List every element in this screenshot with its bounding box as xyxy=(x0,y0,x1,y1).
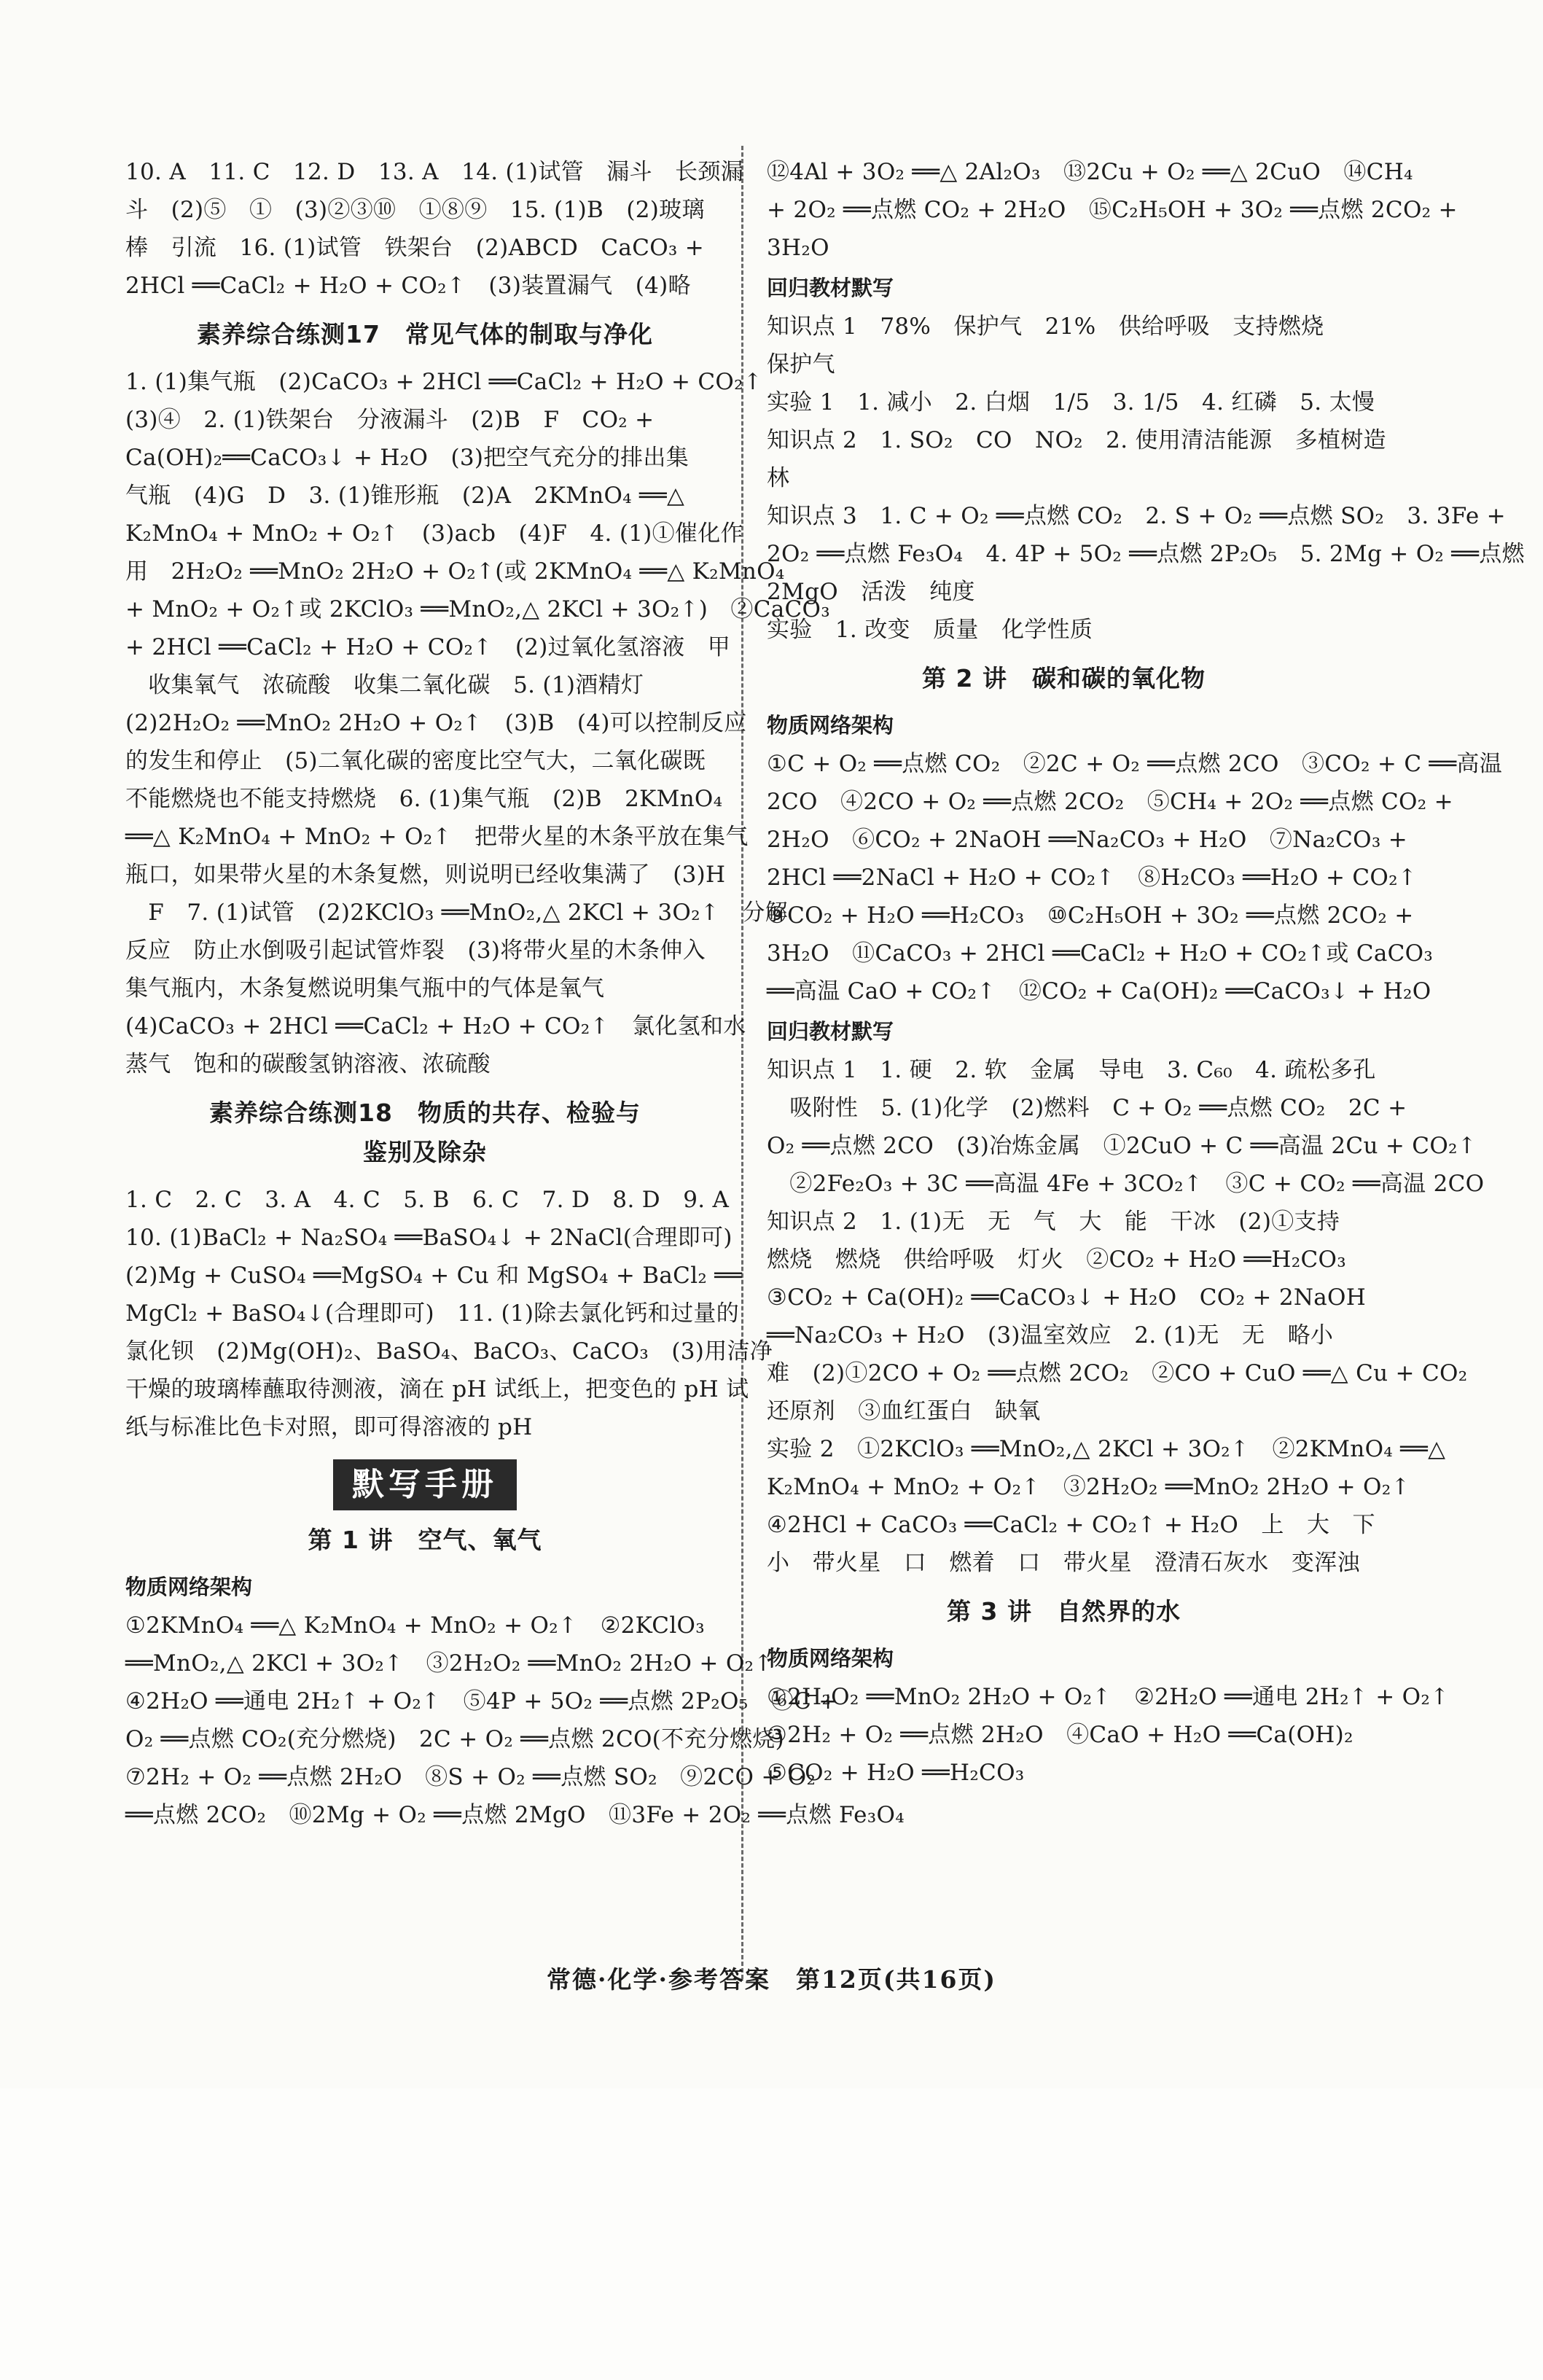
review-title-1: 回归教材默写 xyxy=(767,276,894,300)
answer-line: 2MgO 活泼 纯度 xyxy=(767,579,975,605)
section-18-block xyxy=(125,1181,773,1446)
answer-line: 知识点 3 1. C + O₂ ══点燃 CO₂ 2. S + O₂ ══点燃 SO₂ 3. 3Fe + xyxy=(767,503,1506,529)
answer-line: 10. (1)BaCl₂ + Na₂SO₄ ══BaSO₄↓ + 2NaCl(合理即可) xyxy=(125,1225,733,1251)
answer-line: 纸与标准比色卡对照，即可得溶液的 pH xyxy=(125,1414,533,1440)
answer-line: ①2H₂O₂ ══MnO₂ 2H₂O + O₂↑ ②2H₂O ══通电 2H₂↑ + O₂↑ xyxy=(767,1684,1450,1710)
answer-line: ①2KMnO₄ ══△ K₂MnO₄ + MnO₂ + O₂↑ ②2KClO₃ xyxy=(125,1612,705,1639)
answer-line: + 2O₂ ══点燃 CO₂ + 2H₂O ⑮C₂H₅OH + 3O₂ ══点燃 2CO₂ + xyxy=(767,197,1458,223)
answer-line: 2CO ④2CO + O₂ ══点燃 2CO₂ ⑤CH₄ + 2O₂ ══点燃 CO₂ + xyxy=(767,789,1453,815)
page-footer: 常德·化学·参考答案 第12页(共16页) xyxy=(546,1965,997,1994)
lecture-3-title: 第 3 讲 自然界的水 xyxy=(947,1597,1181,1626)
answer-line: 难 (2)①2CO + O₂ ══点燃 2CO₂ ②CO + CuO ══△ Cu + CO₂ xyxy=(767,1360,1468,1386)
answer-line: 2O₂ ══点燃 Fe₃O₄ 4. 4P + 5O₂ ══点燃 2P₂O₅ 5. 2Mg + O₂ ══点燃 xyxy=(767,541,1525,567)
answer-line: 还原剂 ③血红蛋白 缺氧 xyxy=(767,1398,1041,1424)
answer-line: ⑫4Al + 3O₂ ══△ 2Al₂O₃ ⑬2Cu + O₂ ══△ 2CuO ⑭CH₄ xyxy=(767,159,1413,185)
answer-line: 2HCl ══CaCl₂ + H₂O + CO₂↑ (3)装置漏气 (4)略 xyxy=(125,273,691,299)
right-top-block xyxy=(767,153,1458,267)
section-17-title: 素养综合练测17 常见气体的制取与净化 xyxy=(197,320,653,348)
answer-line: Ca(OH)₂══CaCO₃↓ + H₂O (3)把空气充分的排出集 xyxy=(125,445,689,471)
lecture-2-block xyxy=(767,745,1503,1010)
answer-line: ④2HCl + CaCO₃ ══CaCl₂ + CO₂↑ + H₂O 上 大 下 xyxy=(767,1512,1375,1538)
answer-line: ④2H₂O ══通电 2H₂↑ + O₂↑ ⑤4P + 5O₂ ══点燃 2P₂O₅ ⑥C + xyxy=(125,1688,838,1714)
answer-line: 林 xyxy=(767,465,790,491)
answers-top-block xyxy=(125,153,744,305)
answer-line: 吸附性 5. (1)化学 (2)燃料 C + O₂ ══点燃 CO₂ 2C + xyxy=(767,1095,1407,1121)
review-block-1 xyxy=(767,308,1525,649)
lecture-2-title: 第 2 讲 碳和碳的氧化物 xyxy=(922,664,1206,692)
answer-line: + 2HCl ══CaCl₂ + H₂O + CO₂↑ (2)过氧化氢溶液 甲 xyxy=(125,634,731,660)
manual-banner-wrap xyxy=(125,1459,724,1510)
answer-line: 干燥的玻璃棒蘸取待测液，滴在 pH 试纸上，把变色的 pH 试 xyxy=(125,1376,749,1402)
answer-line: (2)Mg + CuSO₄ ══MgSO₄ + Cu 和 MgSO₄ + BaCl₂ ══ xyxy=(125,1263,743,1289)
answer-line: 实验 1 1. 减小 2. 白烟 1/5 3. 1/5 4. 红磷 5. 太慢 xyxy=(767,389,1375,415)
answer-line: MgCl₂ + BaSO₄↓(合理即可) 11. (1)除去氯化钙和过量的 xyxy=(125,1300,739,1327)
answer-line: 不能燃烧也不能支持燃烧 6. (1)集气瓶 (2)B 2KMnO₄ xyxy=(125,786,723,812)
answer-line: ⑤CO₂ + H₂O ══H₂CO₃ xyxy=(767,1760,1025,1786)
answer-line: K₂MnO₄ + MnO₂ + O₂↑ ③2H₂O₂ ══MnO₂ 2H₂O + O₂↑ xyxy=(767,1474,1410,1500)
manual-banner: 默写手册 xyxy=(333,1459,517,1510)
answer-line: 10. A 11. C 12. D 13. A 14. (1)试管 漏斗 长颈漏 xyxy=(125,159,744,185)
answer-line: K₂MnO₄ + MnO₂ + O₂↑ (3)acb (4)F 4. (1)①催化作 xyxy=(125,520,743,547)
answer-line: (3)④ 2. (1)铁架台 分液漏斗 (2)B F CO₂ + xyxy=(125,407,655,433)
answer-line: 气瓶 (4)G D 3. (1)锥形瓶 (2)A 2KMnO₄ ══△ xyxy=(125,483,685,509)
answer-line: (2)2H₂O₂ ══MnO₂ 2H₂O + O₂↑ (3)B (4)可以控制反应 xyxy=(125,710,747,736)
answer-line: 知识点 2 1. SO₂ CO NO₂ 2. 使用清洁能源 多植树造 xyxy=(767,427,1386,453)
section-18-title-cont: 鉴别及除杂 xyxy=(363,1138,487,1166)
answer-line: 瓶口，如果带火星的木条复燃，则说明已经收集满了 (3)H xyxy=(125,862,726,888)
lecture-1-subtitle: 物质网络架构 xyxy=(125,1575,253,1599)
answer-line: F 7. (1)试管 (2)2KClO₃ ══MnO₂,△ 2KCl + 3O₂↑ 分解 xyxy=(125,900,788,926)
answer-line: 用 2H₂O₂ ══MnO₂ 2H₂O + O₂↑(或 2KMnO₄ ══△ K₂MnO₄ xyxy=(125,558,785,585)
lecture-2-subtitle: 物质网络架构 xyxy=(767,713,894,738)
lecture-3-subtitle: 物质网络架构 xyxy=(767,1646,894,1671)
right-column xyxy=(767,153,1525,1792)
answer-line: 3H₂O xyxy=(767,235,829,261)
answer-line: 小 带火星 口 燃着 口 带火星 澄清石灰水 变浑浊 xyxy=(767,1550,1360,1576)
answer-line: 反应 防止水倒吸引起试管炸裂 (3)将带火星的木条伸入 xyxy=(125,937,706,964)
lecture-3-block xyxy=(767,1678,1450,1792)
answer-line: 1. (1)集气瓶 (2)CaCO₃ + 2HCl ══CaCl₂ + H₂O + CO₂↑ xyxy=(125,369,763,395)
answer-line: 2H₂O ⑥CO₂ + 2NaOH ══Na₂CO₃ + H₂O ⑦Na₂CO₃ + xyxy=(767,827,1407,853)
answer-line: ③CO₂ + Ca(OH)₂ ══CaCO₃↓ + H₂O CO₂ + 2NaOH xyxy=(767,1284,1367,1311)
answer-line: 棒 引流 16. (1)试管 铁架台 (2)ABCD CaCO₃ + xyxy=(125,235,705,261)
answer-line: ══高温 CaO + CO₂↑ ⑫CO₂ + Ca(OH)₂ ══CaCO₃↓ + H₂O xyxy=(767,978,1431,1004)
page-bottom-margin xyxy=(0,2088,1543,2380)
answer-line: O₂ ══点燃 2CO (3)冶炼金属 ①2CuO + C ══高温 2Cu + CO₂↑ xyxy=(767,1133,1477,1159)
answer-line: ⑨CO₂ + H₂O ══H₂CO₃ ⑩C₂H₅OH + 3O₂ ══点燃 2CO₂ + xyxy=(767,902,1414,929)
answer-line: 实验 2 ①2KClO₃ ══MnO₂,△ 2KCl + 3O₂↑ ②2KMnO₄ ══△ xyxy=(767,1436,1446,1462)
answer-line: ②2Fe₂O₃ + 3C ══高温 4Fe + 3CO₂↑ ③C + CO₂ ══高温 2CO xyxy=(767,1171,1485,1197)
answer-line: ══点燃 2CO₂ ⑩2Mg + O₂ ══点燃 2MgO ⑪3Fe + 2O₂ ══点燃 Fe₃O₄ xyxy=(125,1802,905,1828)
answer-line: ③2H₂ + O₂ ══点燃 2H₂O ④CaO + H₂O ══Ca(OH)₂ xyxy=(767,1722,1353,1748)
answer-line: 斗 (2)⑤ ① (3)②③⑩ ①⑧⑨ 15. (1)B (2)玻璃 xyxy=(125,197,705,223)
answer-line: ══MnO₂,△ 2KCl + 3O₂↑ ③2H₂O₂ ══MnO₂ 2H₂O + O₂↑ xyxy=(125,1650,773,1677)
answer-line: 集气瓶内，木条复燃说明集气瓶中的气体是氧气 xyxy=(125,975,605,1002)
answer-line: 2HCl ══2NaCl + H₂O + CO₂↑ ⑧H₂CO₃ ══H₂O + CO₂↑ xyxy=(767,865,1418,891)
answer-line: 知识点 1 78% 保护气 21% 供给呼吸 支持燃烧 xyxy=(767,313,1324,340)
answer-line: ══△ K₂MnO₄ + MnO₂ + O₂↑ 把带火星的木条平放在集气 xyxy=(125,824,749,850)
answer-line: 3H₂O ⑪CaCO₃ + 2HCl ══CaCl₂ + H₂O + CO₂↑或 CaCO₃ xyxy=(767,940,1434,967)
answer-line: (4)CaCO₃ + 2HCl ══CaCl₂ + H₂O + CO₂↑ 氯化氢和水 xyxy=(125,1013,746,1039)
answer-line: + MnO₂ + O₂↑或 2KClO₃ ══MnO₂,△ 2KCl + 3O₂↑) ②CaCO₃ xyxy=(125,596,830,623)
section-18-title: 素养综合练测18 物质的共存、检验与 xyxy=(209,1099,641,1127)
answer-line: 燃烧 燃烧 供给呼吸 灯火 ②CO₂ + H₂O ══H₂CO₃ xyxy=(767,1246,1346,1273)
answer-line: ══Na₂CO₃ + H₂O (3)温室效应 2. (1)无 无 略小 xyxy=(767,1322,1334,1349)
review-block-2 xyxy=(767,1051,1485,1582)
answer-line: 实验 1. 改变 质量 化学性质 xyxy=(767,617,1093,643)
answer-line: 收集氧气 浓硫酸 收集二氧化碳 5. (1)酒精灯 xyxy=(125,672,644,698)
lecture-1-title: 第 1 讲 空气、氧气 xyxy=(308,1526,542,1554)
answer-line: 的发生和停止 (5)二氧化碳的密度比空气大，二氧化碳既 xyxy=(125,748,706,774)
answer-line: ①C + O₂ ══点燃 CO₂ ②2C + O₂ ══点燃 2CO ③CO₂ + C ══高温 xyxy=(767,751,1503,777)
answer-line: ⑦2H₂ + O₂ ══点燃 2H₂O ⑧S + O₂ ══点燃 SO₂ ⑨2CO + O₂ xyxy=(125,1764,816,1790)
answer-line: 知识点 2 1. (1)无 无 气 大 能 干冰 (2)①支持 xyxy=(767,1209,1340,1235)
answer-line: O₂ ══点燃 CO₂(充分燃烧) 2C + O₂ ══点燃 2CO(不充分燃烧) xyxy=(125,1726,784,1752)
answer-line: 知识点 1 1. 硬 2. 软 金属 导电 3. C₆₀ 4. 疏松多孔 xyxy=(767,1057,1376,1083)
answer-line: 氯化钡 (2)Mg(OH)₂、BaSO₄、BaCO₃、CaCO₃ (3)用洁净 xyxy=(125,1338,773,1365)
review-title-2: 回归教材默写 xyxy=(767,1019,894,1044)
answer-line: 保护气 xyxy=(767,351,835,378)
answer-line: 蒸气 饱和的碳酸氢钠溶液、浓硫酸 xyxy=(125,1051,491,1077)
answer-line: 1. C 2. C 3. A 4. C 5. B 6. C 7. D 8. D 9. A xyxy=(125,1187,730,1213)
